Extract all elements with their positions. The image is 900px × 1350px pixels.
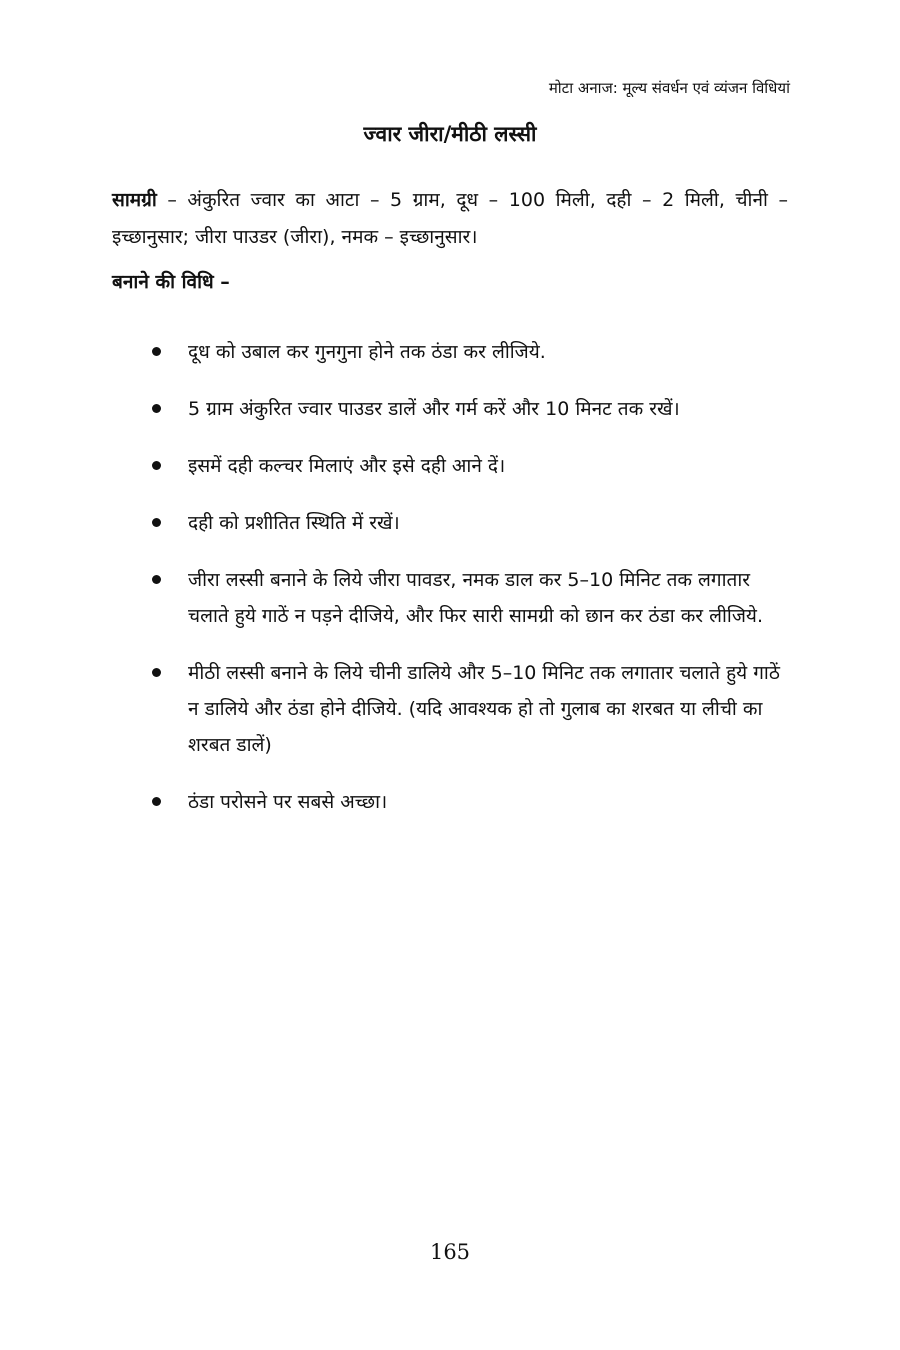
bullet-icon [152, 347, 161, 356]
step-text: 5 ग्राम अंकुरित ज्वार पाउडर डालें और गर्म करें और 10 मिनट तक रखें। [188, 398, 680, 420]
list-item [150, 391, 790, 427]
step-text: मीठी लस्सी बनाने के लिये चीनी डालिये और 5–10 मिनिट तक लगातार चलाते हुये गाठें न डालिये और ठंडा होने दीजिये. (यदि आवश्यक हो तो गुलाब का शरबत या लीची का शरबत डालें) [188, 662, 780, 756]
bullet-icon [152, 518, 161, 527]
list-item [150, 562, 790, 634]
bullet-icon [152, 461, 161, 470]
bullet-icon [152, 404, 161, 413]
bullet-icon [152, 797, 161, 806]
ingredients-paragraph [112, 182, 788, 256]
ingredients-text: – अंकुरित ज्वार का आटा – 5 ग्राम, दूध – 100 मिली, दही – 2 मिली, चीनी – इच्छानुसार; जीरा पाउडर (जीरा), नमक – इच्छानुसार। [112, 189, 788, 248]
step-text: दही को प्रशीतित स्थिति में रखें। [188, 512, 400, 534]
list-item [150, 334, 790, 370]
step-text: ठंडा परोसने पर सबसे अच्छा। [188, 791, 388, 813]
step-text: दूध को उबाल कर गुनगुना होने तक ठंडा कर लीजिये. [188, 341, 546, 363]
list-item [150, 448, 790, 484]
step-text: जीरा लस्सी बनाने के लिये जीरा पावडर, नमक डाल कर 5–10 मिनिट तक लगातार चलाते हुये गाठें न पड़ने दीजिये, और फिर सारी सामग्री को छान कर ठंडा कर लीजिये. [188, 569, 763, 627]
steps-list [150, 334, 790, 841]
page-number: 165 [429, 1240, 471, 1264]
step-text: इसमें दही कल्चर मिलाएं और इसे दही आने दें। [188, 455, 506, 477]
method-heading: बनाने की विधि – [112, 271, 230, 293]
list-item [150, 505, 790, 541]
running-header: मोटा अनाज: मूल्य संवर्धन एवं व्यंजन विधियां [548, 79, 790, 97]
bullet-icon [152, 575, 161, 584]
list-item [150, 784, 790, 820]
ingredients-label: सामग्री [112, 189, 157, 211]
list-item [150, 655, 790, 763]
page-title: ज्वार जीरा/मीठी लस्सी [363, 122, 537, 146]
bullet-icon [152, 668, 161, 677]
